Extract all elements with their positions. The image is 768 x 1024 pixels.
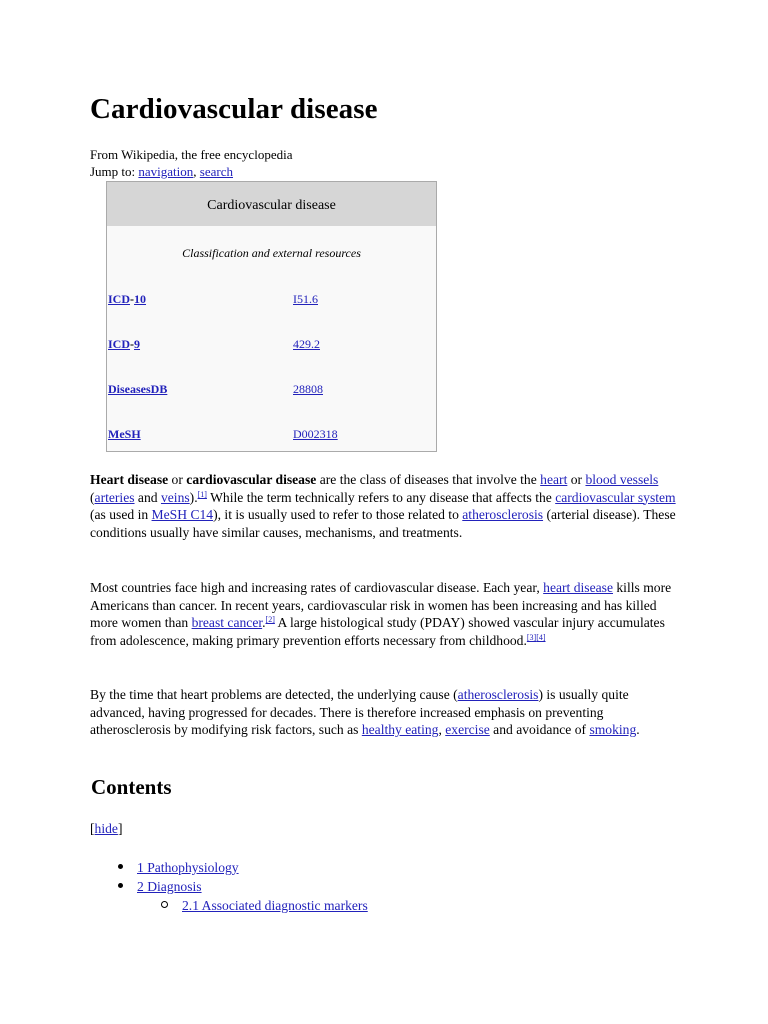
toc-item xyxy=(118,877,368,915)
mesh-code-link[interactable]: D002318 xyxy=(293,427,338,441)
infobox-row-diseasesdb xyxy=(107,375,436,420)
jump-to-label: Jump to: xyxy=(90,164,139,179)
heart-link[interactable]: heart xyxy=(540,472,568,487)
infobox-row-mesh xyxy=(107,420,436,465)
text: and avoidance of xyxy=(489,722,590,738)
toc-item xyxy=(118,858,368,877)
icd-link[interactable]: ICD xyxy=(108,337,131,351)
toc-link-diagnosis[interactable]: 2 Diagnosis xyxy=(137,879,202,894)
icd-version-link[interactable]: 10 xyxy=(134,292,147,306)
text: ). xyxy=(189,489,198,505)
atherosclerosis-link[interactable]: atherosclerosis xyxy=(457,687,539,702)
citation-2[interactable]: [2] xyxy=(265,615,275,625)
citation-1[interactable]: [1] xyxy=(197,489,207,499)
infobox-key xyxy=(108,337,140,352)
bullet-icon xyxy=(118,864,123,869)
infobox-title: Cardiovascular disease xyxy=(107,182,436,226)
diseasesdb-link[interactable]: DiseasesDB xyxy=(108,382,168,396)
citation-3[interactable]: [3] xyxy=(526,632,537,642)
tagline: From Wikipedia, the free encyclopedia xyxy=(90,147,293,162)
veins-link[interactable]: veins xyxy=(160,489,190,505)
arteries-link[interactable]: arteries xyxy=(94,489,135,505)
icd-version-link[interactable]: 9 xyxy=(134,337,141,351)
hide-toc-link[interactable]: hide xyxy=(94,821,118,836)
bullet-icon xyxy=(118,883,123,888)
text: or xyxy=(168,472,187,487)
jump-to-line xyxy=(90,164,233,180)
blood-vessels-link[interactable]: blood vessels xyxy=(585,472,659,487)
infobox-row-icd10 xyxy=(107,285,436,330)
bold-term: Heart disease xyxy=(90,472,169,487)
diseasesdb-code-link[interactable]: 28808 xyxy=(293,382,323,396)
circle-bullet-icon xyxy=(161,901,168,908)
infobox-key xyxy=(108,292,146,307)
atherosclerosis-link[interactable]: atherosclerosis xyxy=(462,507,544,523)
key-separator: - xyxy=(130,292,135,306)
mesh-link[interactable]: MeSH xyxy=(108,427,141,441)
infobox-key xyxy=(108,382,167,397)
text: A large histological study (PDAY) showed vascular injury accumulates from adolescence, making primary prevention efforts necessary from childhood. xyxy=(90,615,665,648)
heart-disease-link[interactable]: heart disease xyxy=(543,580,613,595)
infobox-key xyxy=(108,427,141,442)
infobox-rows xyxy=(107,272,436,465)
text: are the class of diseases that involve the xyxy=(316,472,541,487)
infobox-row-icd9 xyxy=(107,330,436,375)
text: ( xyxy=(90,489,95,505)
cardiovascular-system-link[interactable]: cardiovascular system xyxy=(555,489,676,505)
text: Most countries face high and increasing rates of cardiovascular disease. Each year, xyxy=(90,580,544,595)
text: ) is usually quite advanced, having progressed for decades. There is therefore increased emphasis on preventing atherosclerosis by modifying risk factors, such as xyxy=(90,687,629,738)
paragraph-rates xyxy=(90,579,685,649)
navigation-link[interactable]: navigation xyxy=(138,164,194,179)
infobox-subtitle: Classification and external resources xyxy=(182,246,361,260)
text: While the term technically refers to any disease that affects the xyxy=(206,489,556,505)
healthy-eating-link[interactable]: healthy eating xyxy=(361,722,439,738)
toc-sublist xyxy=(137,896,368,915)
toc-toggle xyxy=(90,821,122,837)
bold-term: cardiovascular disease xyxy=(186,472,317,487)
toc-link-pathophysiology[interactable]: 1 Pathophysiology xyxy=(137,860,239,875)
page-title: Cardiovascular disease xyxy=(90,93,378,125)
text: . xyxy=(636,722,640,738)
text: , xyxy=(438,722,446,738)
smoking-link[interactable]: smoking xyxy=(589,722,637,738)
search-link[interactable]: search xyxy=(199,164,233,179)
text: or xyxy=(567,472,586,487)
toc-list xyxy=(118,858,368,915)
text: and xyxy=(134,489,161,505)
infobox xyxy=(106,181,437,452)
paragraph-detection xyxy=(90,686,685,739)
key-separator: - xyxy=(130,337,135,351)
toc-subitem xyxy=(137,896,368,915)
text: (as used in xyxy=(90,507,152,523)
contents-heading: Contents xyxy=(91,775,172,799)
icd-link[interactable]: ICD xyxy=(108,292,131,306)
exercise-link[interactable]: exercise xyxy=(445,722,490,738)
jump-separator: , xyxy=(193,164,200,179)
mesh-c14-link[interactable]: MeSH C14 xyxy=(151,507,214,523)
icd10-code-link[interactable]: I51.6 xyxy=(293,292,318,306)
toc-link-diagnostic-markers[interactable]: 2.1 Associated diagnostic markers xyxy=(182,898,368,913)
breast-cancer-link[interactable]: breast cancer xyxy=(191,615,263,631)
text: . xyxy=(262,615,266,631)
text: ), it is usually used to refer to those related to xyxy=(213,507,463,523)
text: (arterial disease). These conditions usually have similar causes, mechanisms, and treatments. xyxy=(90,507,676,540)
text: By the time that heart problems are detected, the underlying cause ( xyxy=(90,687,458,702)
bracket: [ xyxy=(90,821,95,836)
paragraph-intro xyxy=(90,471,685,541)
icd9-code-link[interactable]: 429.2 xyxy=(293,337,320,351)
text: kills more Americans than cancer. In recent years, cardiovascular risk in women has been increasing and has killed more women than xyxy=(90,580,672,631)
bracket: ] xyxy=(117,821,123,836)
citation-4[interactable]: [4] xyxy=(536,632,546,642)
